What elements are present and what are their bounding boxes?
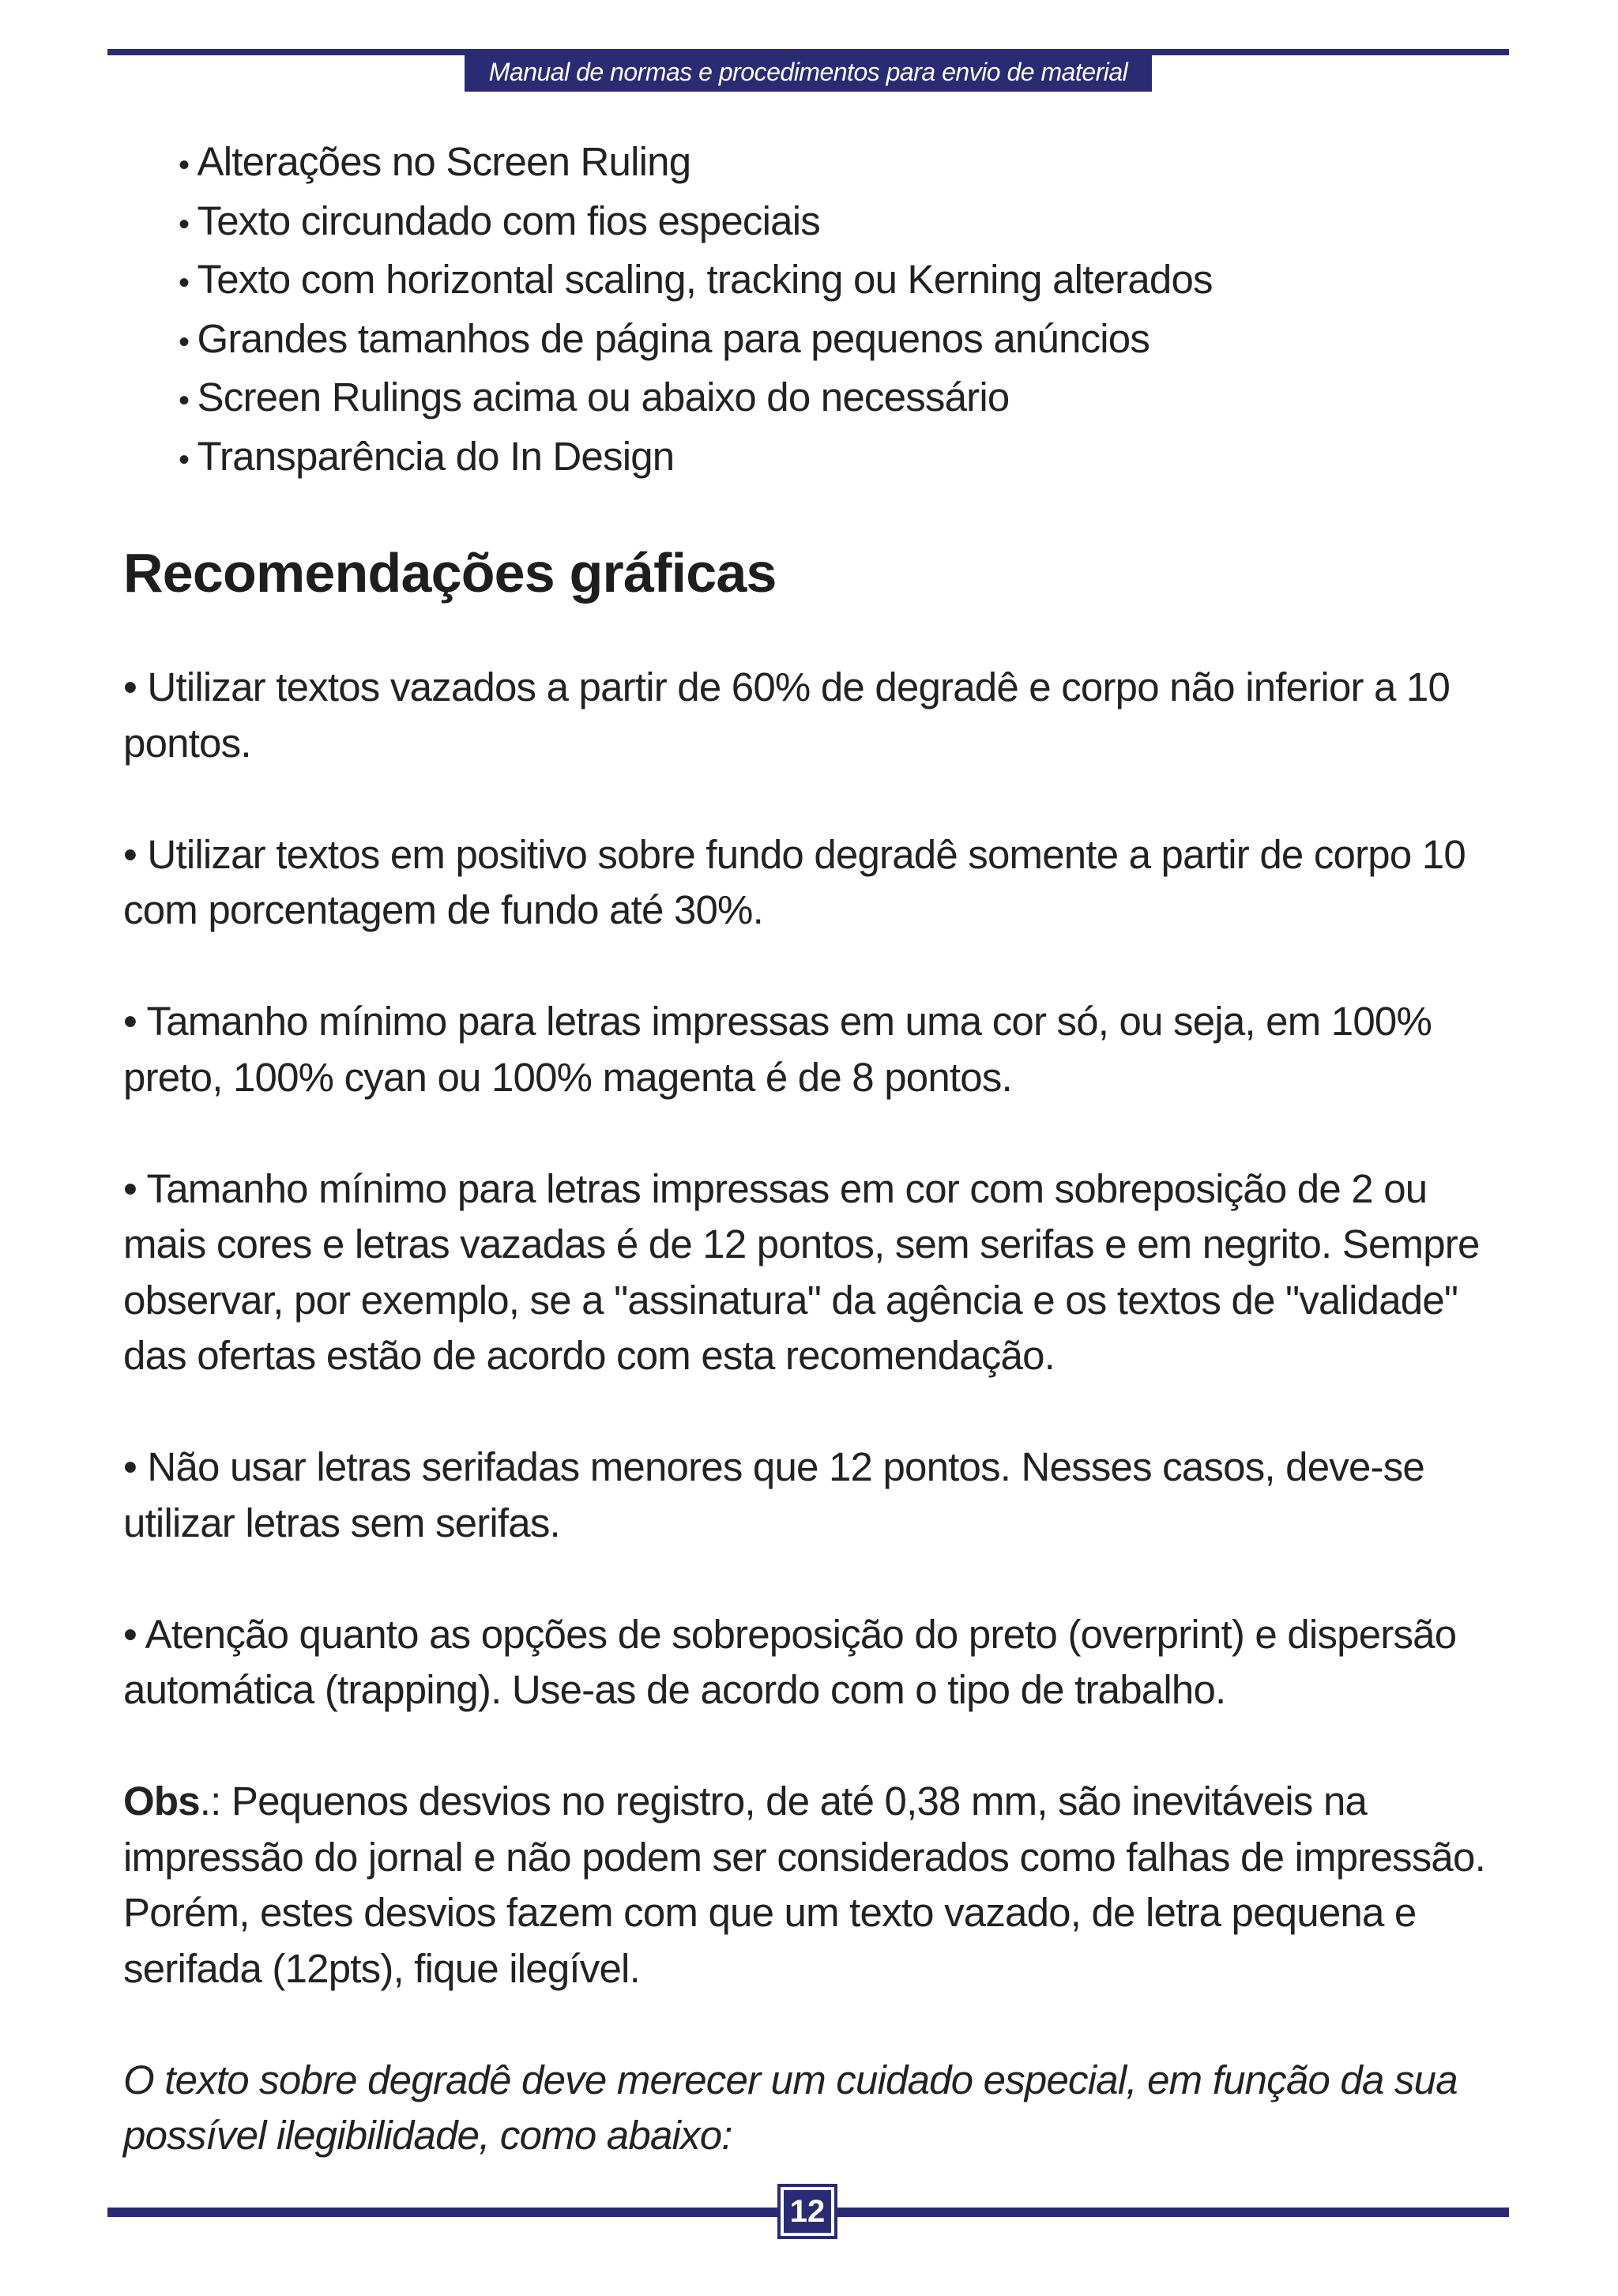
list-item: • Screen Rulings acima ou abaixo do necessário bbox=[179, 370, 1498, 429]
recommendation-paragraph: • Utilizar textos vazados a partir de 60% de degradê e corpo não inferior a 10 pontos. bbox=[123, 664, 1451, 766]
list-item: • Grandes tamanhos de página para pequenos anúncios bbox=[179, 311, 1498, 371]
bullet-list bbox=[123, 134, 1498, 487]
recommendation-paragraph: • Não usar letras serifadas menores que 12 pontos. Nesses casos, deve-se utilizar letras sem serifas. bbox=[123, 1444, 1424, 1545]
header-title: Manual de normas e procedimentos para envio de material bbox=[465, 52, 1152, 92]
page-content bbox=[123, 134, 1498, 2164]
obs-label: Obs bbox=[123, 1778, 200, 1824]
list-item: • Alterações no Screen Ruling bbox=[179, 134, 1498, 194]
obs-text: .: Pequenos desvios no registro, de até 0,38 mm, são inevitáveis na impressão do jornal e não podem ser considerados como falhas de impressão. Porém, estes desvios fazem com que um texto vazado, de letra pequena e serifada (12pts), fique ilegível. bbox=[123, 1778, 1485, 1991]
recommendation-paragraph: • Tamanho mínimo para letras impressas em cor com sobreposição de 2 ou mais cores e letras vazadas é de 12 pontos, sem serifas e em negrito. Sempre observar, por exemplo, se a "assinatura" da agência e os textos de "validade" das ofertas estão de acordo com esta recomendação. bbox=[123, 1165, 1480, 1378]
section-heading: Recomendações gráficas bbox=[123, 542, 777, 604]
page-number: 12 bbox=[784, 2190, 831, 2233]
list-item: • Transparência do In Design bbox=[179, 429, 1498, 488]
obs-paragraph bbox=[123, 1774, 1498, 1997]
list-item: • Texto com horizontal scaling, tracking ou Kerning alterados bbox=[179, 252, 1498, 311]
page-number-box bbox=[777, 2184, 837, 2239]
recommendation-paragraph: • Utilizar textos em positivo sobre fundo degradê somente a partir de corpo 10 com porcentagem de fundo até 30%. bbox=[123, 831, 1466, 932]
recommendation-paragraph: • Tamanho mínimo para letras impressas em uma cor só, ou seja, em 100% preto, 100% cyan ou 100% magenta é de 8 pontos. bbox=[123, 999, 1432, 1100]
italic-note: O texto sobre degradê deve merecer um cuidado especial, em função da sua possível ilegibilidade, como abaixo: bbox=[123, 2057, 1458, 2158]
recommendation-paragraph: • Atenção quanto as opções de sobreposição do preto (overprint) e dispersão automática (trapping). Use-as de acordo com o tipo de trabalho. bbox=[123, 1611, 1457, 1712]
list-item: • Texto circundado com fios especiais bbox=[179, 194, 1498, 253]
